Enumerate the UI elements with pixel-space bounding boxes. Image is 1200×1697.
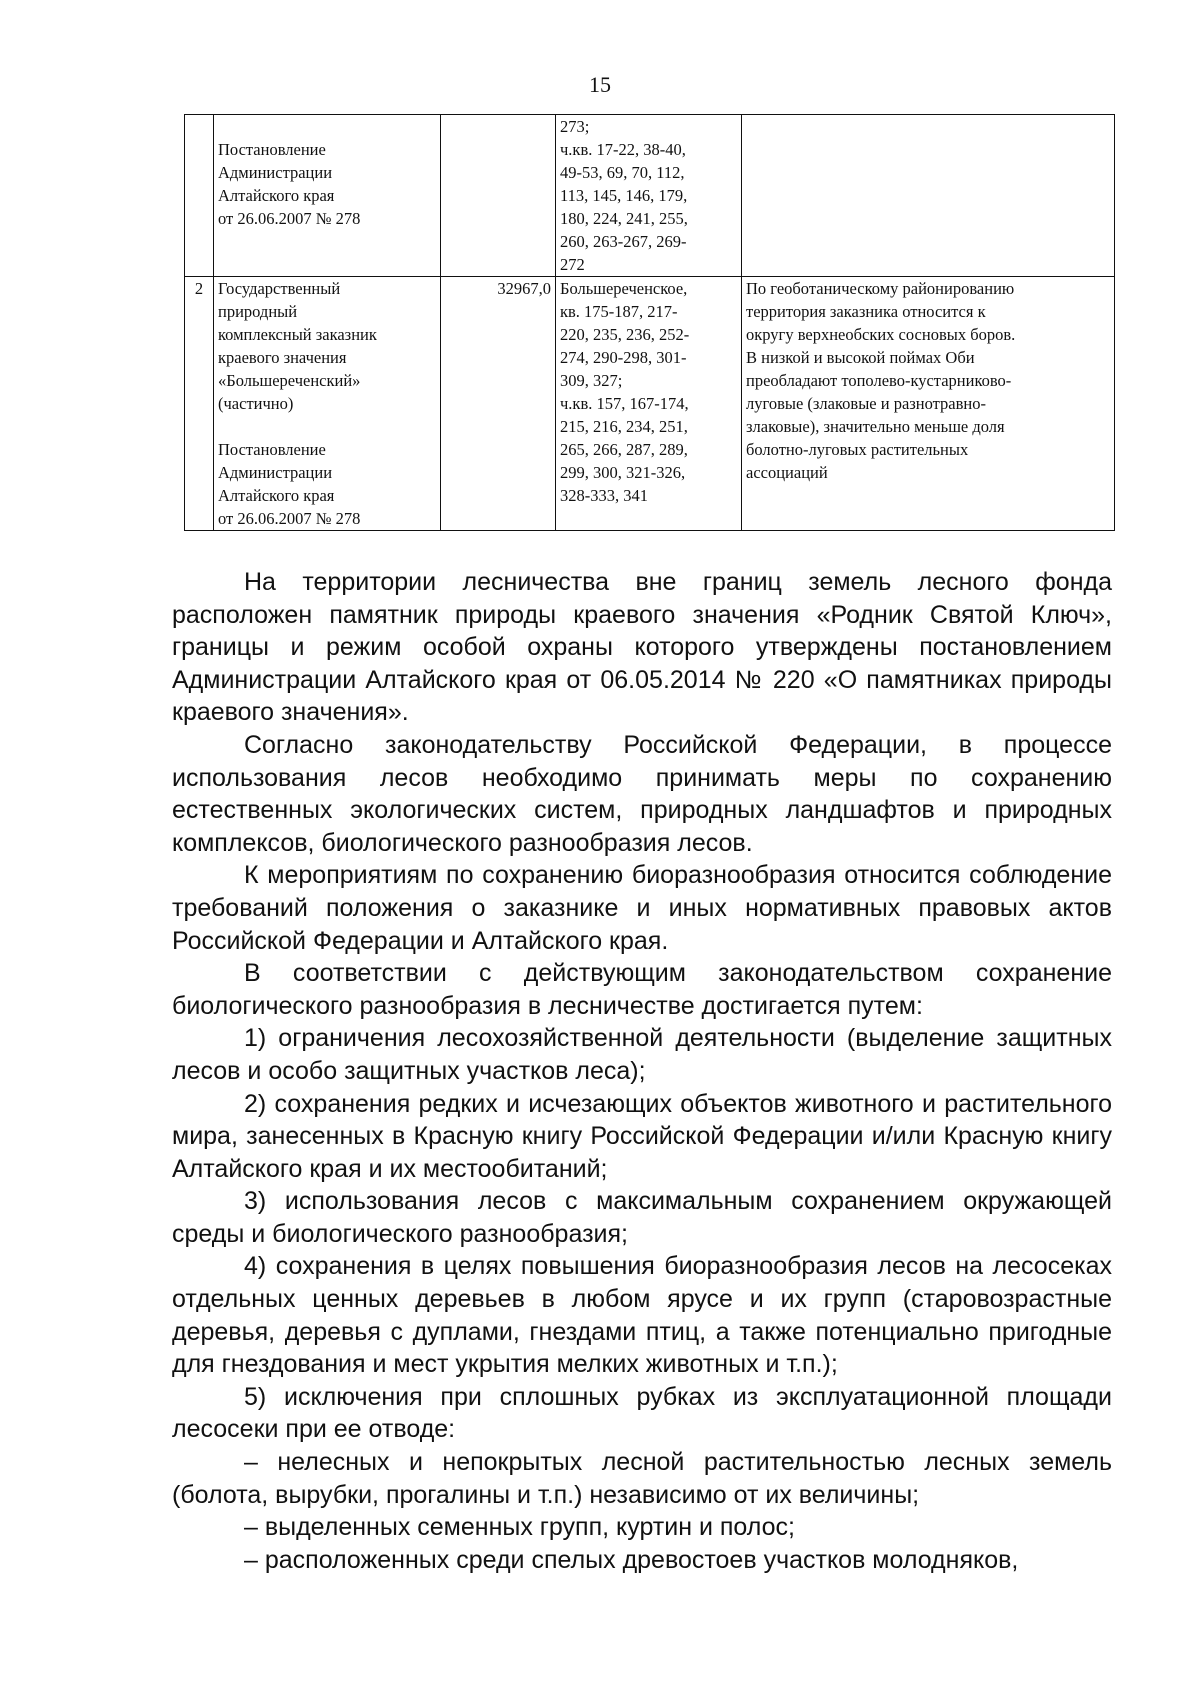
- cell-line: 299, 300, 321-326,: [560, 463, 686, 482]
- cell-line: В низкой и высокой поймах Оби: [746, 348, 975, 367]
- cell-line: злаковые), значительно меньше доля: [746, 417, 1005, 436]
- paragraph: 2) сохранения редких и исчезающих объектов животного и растительного мира, занесенных в Красную книгу Российской Федерации и/или Красную книгу Алтайского края и их местообитаний;: [172, 1089, 1112, 1183]
- area-size-cell: 32967,0: [441, 277, 556, 531]
- cell-line: Администрации: [218, 163, 333, 182]
- cell-line: Постановление: [218, 140, 326, 159]
- cell-line: 309, 327;: [560, 371, 623, 390]
- area-name-cell: [214, 277, 441, 531]
- paragraph: 5) исключения при сплошных рубках из эксплуатационной площади лесосеки при ее отводе:: [172, 1382, 1112, 1444]
- body-text: [172, 566, 1112, 1576]
- cell-line: 113, 145, 146, 179,: [560, 186, 688, 205]
- cell-line: Большереченское,: [560, 279, 688, 298]
- area-name-cell: [214, 115, 441, 277]
- paragraph: 4) сохранения в целях повышения биоразнообразия лесов на лесосеках отдельных ценных деревьев в любом ярусе и их групп (старовозрастные деревья, деревья с дуплами, гнездами птиц, а также потенциально пригодные для гнездования и мест укрытия мелких животных и т.п.);: [172, 1252, 1112, 1379]
- area-size-cell: [441, 115, 556, 277]
- cell-line: ассоциаций: [746, 463, 828, 482]
- cell-line: «Большереченский»: [218, 371, 361, 390]
- cell-line: Постановление: [218, 440, 326, 459]
- cell-line: Администрации: [218, 463, 333, 482]
- quarters-cell: [556, 115, 742, 277]
- paragraph: К мероприятиям по сохранению биоразнообразия относится соблюдение требований положения о заказнике и иных нормативных правовых актов Российской Федерации и Алтайского края.: [172, 861, 1112, 955]
- paragraph: Согласно законодательству Российской Федерации, в процессе использования лесов необходимо принимать меры по сохранению естественных экологических систем, природных ландшафтов и природных комплексов, биологического разнообразия лесов.: [172, 730, 1112, 857]
- cell-line: комплексный заказник: [218, 325, 377, 344]
- cell-line: (частично): [218, 394, 294, 413]
- row-number-cell: 2: [185, 277, 214, 531]
- cell-line: [218, 415, 436, 438]
- cell-line: 273;: [560, 117, 590, 136]
- cell-line: 272: [560, 255, 585, 274]
- cell-line: краевого значения: [218, 348, 347, 367]
- cell-line: природный: [218, 302, 298, 321]
- cell-line: округу верхнеобских сосновых боров.: [746, 325, 1016, 344]
- cell-line: 180, 224, 241, 255,: [560, 209, 688, 228]
- cell-line: 215, 216, 234, 251,: [560, 417, 688, 436]
- paragraph: – выделенных семенных групп, куртин и полос;: [244, 1513, 795, 1542]
- table-body: [185, 115, 1115, 531]
- quarters-cell: [556, 277, 742, 531]
- protected-areas-table: [184, 114, 1115, 531]
- table-row: [185, 115, 1115, 277]
- description-cell: [742, 115, 1115, 277]
- cell-line: 265, 266, 287, 289,: [560, 440, 688, 459]
- cell-line: По геоботаническому районированию: [746, 279, 1015, 298]
- paragraph: На территории лесничества вне границ земель лесного фонда расположен памятник природы краевого значения «Родник Святой Ключ», границы и режим особой охраны которого утверждены постановлением Администрации Алтайского края от 06.05.2014 № 220 «О памятниках природы краевого значения».: [172, 568, 1112, 727]
- cell-line: от 26.06.2007 № 278: [218, 509, 361, 528]
- description-cell: [742, 277, 1115, 531]
- table-row: [185, 277, 1115, 531]
- row-number-cell: [185, 115, 214, 277]
- cell-line: 260, 263-267, 269-: [560, 232, 687, 251]
- cell-line: 274, 290-298, 301-: [560, 348, 687, 367]
- cell-line: от 26.06.2007 № 278: [218, 209, 361, 228]
- cell-line: луговые (злаковые и разнотравно-: [746, 394, 986, 413]
- page-number: 15: [589, 72, 611, 97]
- cell-line: Алтайского края: [218, 186, 335, 205]
- paragraph: – расположенных среди спелых древостоев участков молодняков,: [244, 1545, 1019, 1574]
- paragraph: – нелесных и непокрытых лесной растительностью лесных земель (болота, вырубки, прогалины и т.п.) независимо от их величины;: [172, 1448, 1112, 1509]
- cell-line: 328-333, 341: [560, 486, 648, 505]
- paragraph: 3) использования лесов с максимальным сохранением окружающей среды и биологического разнообразия;: [172, 1187, 1112, 1248]
- cell-line: Государственный: [218, 279, 341, 298]
- cell-line: кв. 175-187, 217-: [560, 302, 678, 321]
- paragraph: 1) ограничения лесохозяйственной деятельности (выделение защитных лесов и особо защитных участков леса);: [172, 1024, 1112, 1085]
- cell-line: [218, 115, 436, 138]
- cell-line: преобладают тополево-кустарниково-: [746, 371, 1012, 390]
- cell-line: Алтайского края: [218, 486, 335, 505]
- cell-line: территория заказника относится к: [746, 302, 986, 321]
- paragraph: В соответствии с действующим законодательством сохранение биологического разнообразия в лесничестве достигается путем:: [172, 959, 1112, 1020]
- cell-line: ч.кв. 157, 167-174,: [560, 394, 689, 413]
- cell-line: ч.кв. 17-22, 38-40,: [560, 140, 686, 159]
- cell-line: 220, 235, 236, 252-: [560, 325, 690, 344]
- cell-line: болотно-луговых растительных: [746, 440, 969, 459]
- cell-line: 49-53, 69, 70, 112,: [560, 163, 685, 182]
